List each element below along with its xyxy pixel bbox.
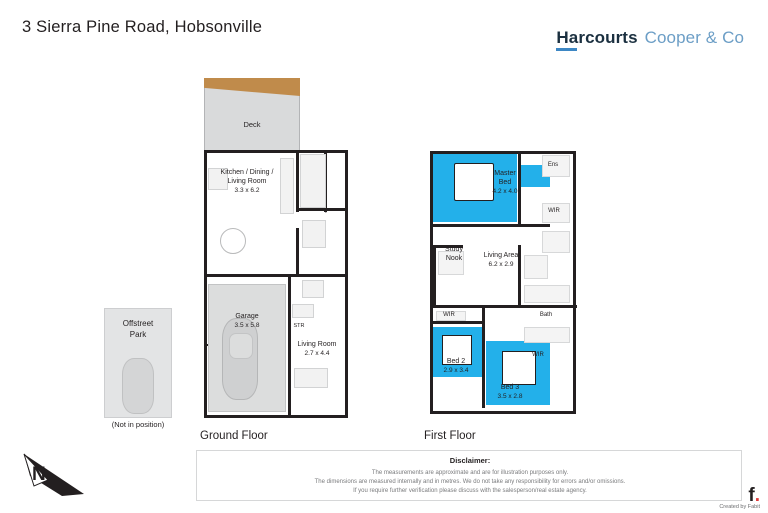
- deck-label: Deck: [243, 120, 261, 129]
- room-label-study-nook: Study Nook: [445, 246, 463, 262]
- wall-segment: [296, 228, 299, 274]
- brand-underline: [556, 48, 577, 51]
- disclaimer-line: If you require further verification please discuss with the salesperson/real estate agency.: [353, 488, 587, 494]
- disclaimer-line: The measurements are approximate and are for illustration purposes only.: [371, 470, 569, 476]
- ground-floor-label: Ground Floor: [200, 430, 268, 442]
- stairs-block: [524, 255, 548, 279]
- room-label-living: Living Room 2.7 x 4.4: [297, 341, 337, 357]
- bath-fixture: [524, 285, 570, 303]
- first-floor-label: First Floor: [424, 430, 476, 442]
- room-label-garage: Garage 3.5 x 5.8: [234, 313, 260, 329]
- sofa-block: [294, 368, 328, 388]
- first-floor-plan: [424, 145, 586, 442]
- disclaimer-line: The dimensions are measured internally and in metres. We do not take any responsibility for errors and/or omissions.: [314, 479, 626, 485]
- compass-rose: [22, 446, 108, 502]
- wall-segment: [204, 274, 348, 277]
- label-ens: Ens: [547, 162, 559, 168]
- label-wir-bed3: WIR: [532, 352, 544, 358]
- page-title: 3 Sierra Pine Road, Hobsonville: [22, 18, 263, 36]
- wall-segment: [433, 321, 485, 324]
- label-wir-master: WIR: [548, 208, 560, 214]
- wall-segment: [296, 150, 299, 212]
- wall-segment: [433, 305, 577, 308]
- disclaimer-title: Disclaimer:: [449, 456, 491, 465]
- brand-logo: [556, 28, 744, 48]
- car-graphic: [222, 318, 258, 400]
- room-label-living-area: Living Area 6.2 x 2.9: [483, 252, 519, 268]
- wall-segment: [433, 224, 550, 227]
- linen-cupboard: [542, 231, 570, 253]
- wall-segment: [288, 274, 291, 418]
- fabit-logo-icon: f.: [748, 485, 760, 506]
- dining-table: [220, 228, 246, 254]
- bathroom-fixture: [302, 220, 326, 248]
- label-wir-bed2: WIR: [443, 312, 455, 318]
- room-label-master-bed: Master Bed 4.2 x 4.0: [492, 170, 518, 195]
- storage-block: [302, 280, 324, 298]
- label-bath: Bath: [539, 312, 553, 318]
- offstreet-park-note: (Not in position): [111, 420, 165, 429]
- compass-north-label: N: [32, 464, 46, 485]
- brand-name: Harcourts: [556, 28, 638, 47]
- disclaimer-box: [196, 450, 742, 501]
- wall-segment: [433, 245, 436, 305]
- offstreet-park-label: Offstreet Park: [122, 319, 154, 339]
- room-label-bed2: Bed 2 2.9 x 3.4: [443, 358, 469, 374]
- fabit-credit-text: Created by Fabit: [719, 504, 760, 510]
- wir-shelf: [524, 327, 570, 343]
- label-fridge: F: [325, 209, 329, 215]
- label-str: STR: [293, 323, 305, 329]
- brand-subname: Cooper & Co: [644, 28, 744, 47]
- fabit-credit: [719, 485, 760, 510]
- ground-floor-plan: [196, 68, 356, 442]
- room-label-kitchen: Kitchen / Dining / Living Room 3.3 x 6.2: [220, 169, 274, 194]
- laundry-block: [292, 304, 314, 318]
- park-car-graphic: [122, 358, 154, 414]
- room-label-bed3: Bed 3 3.5 x 2.8: [497, 384, 523, 400]
- stairs-block: [300, 154, 326, 208]
